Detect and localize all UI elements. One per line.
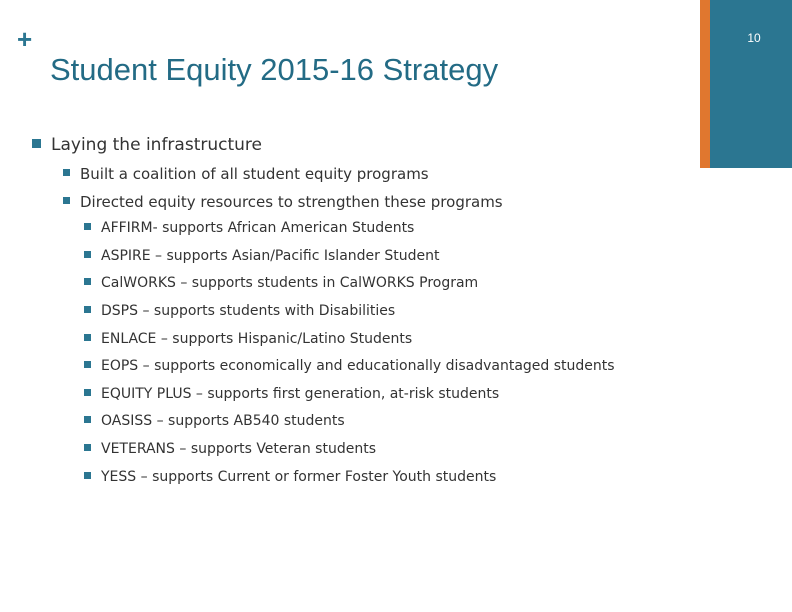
program-text: ENLACE – supports Hispanic/Latino Students — [101, 331, 413, 347]
corner-plus-icon: + — [17, 24, 33, 54]
program-bullet — [84, 275, 478, 291]
program-text: DSPS – supports students with Disabilities — [101, 303, 396, 319]
program-bullet — [84, 413, 345, 429]
program-text: CalWORKS – supports students in CalWORKS Program — [101, 275, 479, 291]
square-bullet-icon — [84, 278, 91, 285]
program-bullet — [84, 441, 376, 457]
program-bullet — [84, 248, 439, 264]
bullet-text: Directed equity resources to strengthen these programs — [80, 193, 503, 211]
bullet-level2 — [63, 165, 429, 183]
slide-number-panel — [710, 0, 792, 168]
square-bullet-icon — [63, 197, 70, 204]
program-text: EQUITY PLUS – supports first generation, at-risk students — [101, 386, 500, 402]
program-text: ASPIRE – supports Asian/Pacific Islander Student — [101, 248, 440, 264]
program-text: EOPS – supports economically and educationally disadvantaged students — [101, 358, 615, 374]
program-text: OASISS – supports AB540 students — [101, 413, 345, 429]
square-bullet-icon — [84, 251, 91, 258]
square-bullet-icon — [84, 361, 91, 368]
slide-title: Student Equity 2015-16 Strategy — [50, 52, 499, 87]
square-bullet-icon — [84, 389, 91, 396]
square-bullet-icon — [84, 416, 91, 423]
square-bullet-icon — [84, 223, 91, 230]
bullet-level2 — [63, 193, 503, 211]
program-bullet — [84, 331, 412, 347]
bullet-text: Built a coalition of all student equity programs — [80, 165, 429, 183]
program-bullet — [84, 220, 414, 236]
program-text: VETERANS – supports Veteran students — [101, 441, 376, 457]
program-text: AFFIRM- supports African American Students — [101, 220, 415, 236]
program-bullet — [84, 469, 496, 485]
square-bullet-icon — [84, 334, 91, 341]
square-bullet-icon — [84, 444, 91, 451]
accent-bar — [700, 0, 710, 168]
program-text: YESS – supports Current or former Foster Youth students — [101, 469, 497, 485]
square-bullet-icon — [63, 169, 70, 176]
square-bullet-icon — [84, 472, 91, 479]
bullet-text: Laying the infrastructure — [51, 135, 262, 155]
square-bullet-icon — [84, 306, 91, 313]
program-bullet — [84, 303, 395, 319]
program-bullet — [84, 386, 499, 402]
program-bullet — [84, 358, 615, 374]
square-bullet-icon — [32, 139, 41, 148]
bullet-level1 — [32, 135, 262, 155]
slide-number: 10 — [747, 31, 761, 45]
